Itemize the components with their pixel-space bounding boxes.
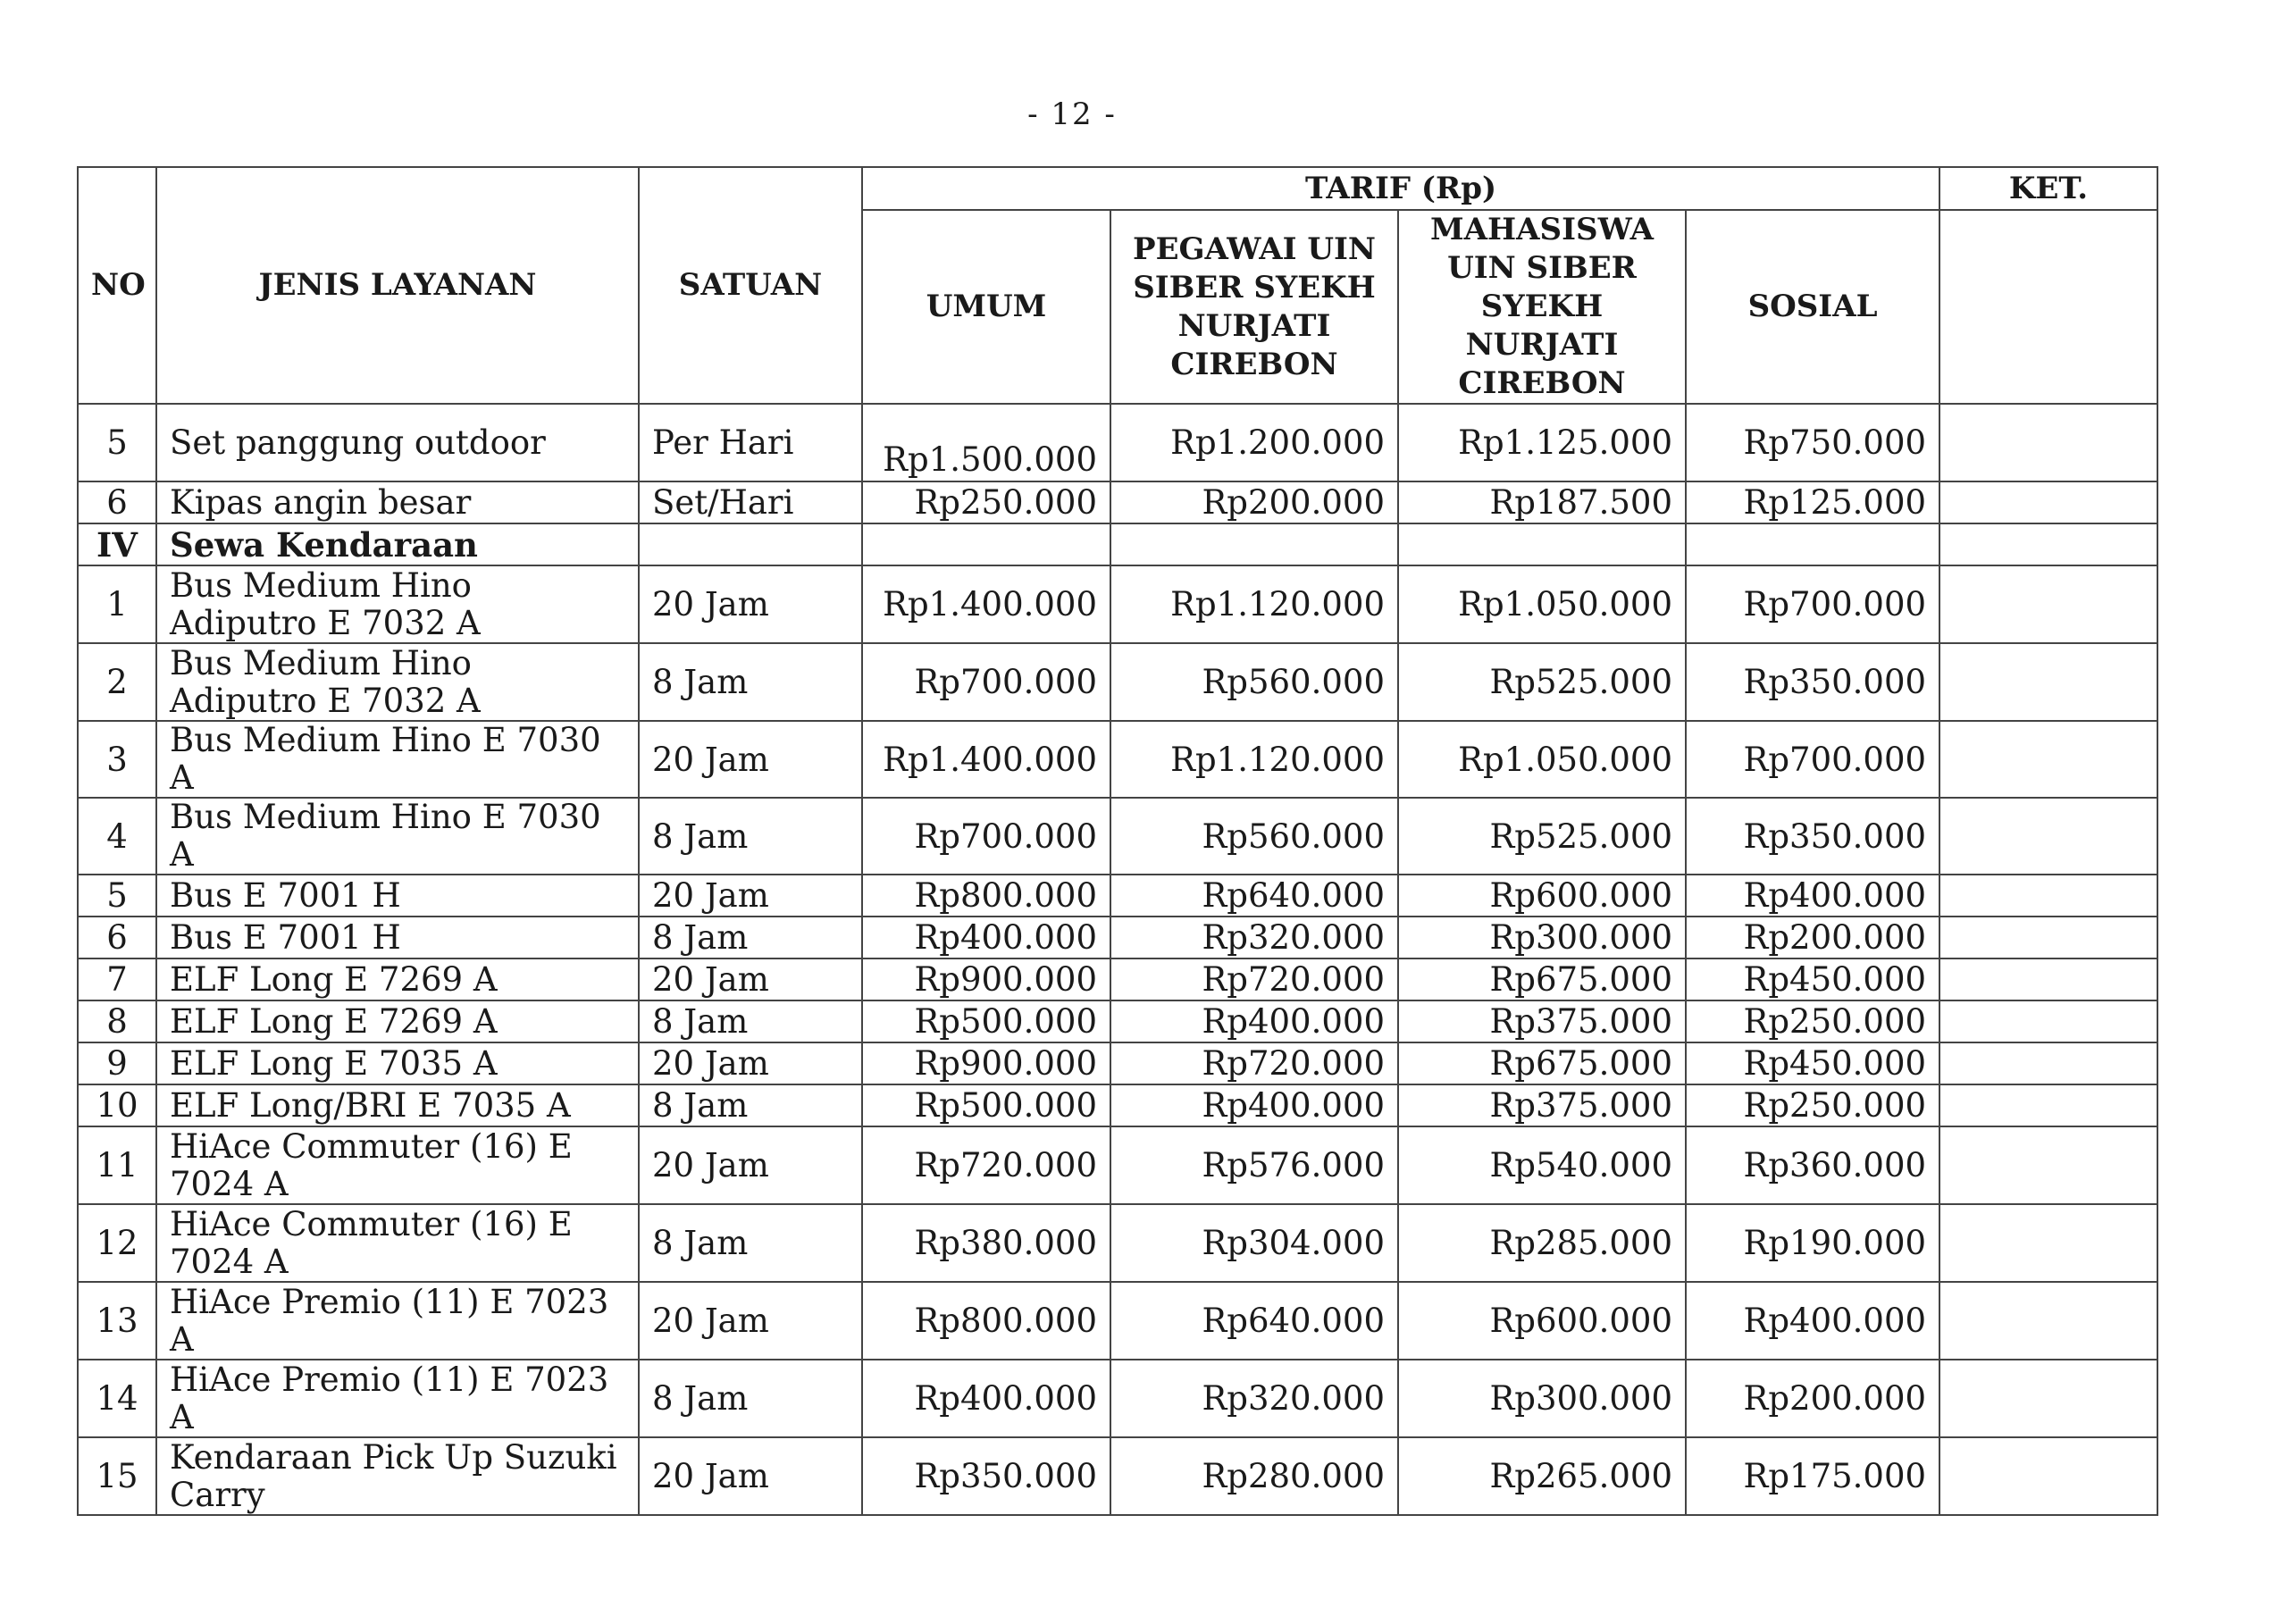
cell-ket (1939, 481, 2157, 523)
cell-jenis: HiAce Premio (11) E 7023 A (156, 1282, 639, 1360)
cell-mahasiswa: Rp300.000 (1398, 917, 1686, 958)
cell-sosial: Rp400.000 (1686, 875, 1939, 917)
cell-jenis: Kendaraan Pick Up Suzuki Carry (156, 1437, 639, 1515)
cell-sosial: Rp700.000 (1686, 721, 1939, 798)
cell-sosial (1686, 523, 1939, 565)
cell-ket (1939, 917, 2157, 958)
cell-no: 6 (78, 481, 156, 523)
cell-mahasiswa: Rp375.000 (1398, 1000, 1686, 1042)
cell-mahasiswa: Rp675.000 (1398, 1042, 1686, 1084)
table-header (78, 167, 2157, 404)
cell-no: 6 (78, 917, 156, 958)
table-row (78, 1360, 2157, 1437)
cell-ket (1939, 875, 2157, 917)
header-ket-blank (1939, 210, 2157, 404)
cell-pegawai: Rp320.000 (1110, 917, 1398, 958)
header-no: NO (78, 167, 156, 404)
table-row (78, 1042, 2157, 1084)
cell-mahasiswa: Rp375.000 (1398, 1084, 1686, 1126)
cell-no: 4 (78, 798, 156, 875)
table-row (78, 798, 2157, 875)
cell-umum: Rp400.000 (862, 1360, 1110, 1437)
cell-satuan: 8 Jam (639, 643, 862, 721)
cell-sosial: Rp250.000 (1686, 1000, 1939, 1042)
cell-no: 3 (78, 721, 156, 798)
page-number: - 12 - (1027, 96, 1117, 132)
cell-umum: Rp900.000 (862, 958, 1110, 1000)
cell-ket (1939, 1360, 2157, 1437)
cell-satuan: Set/Hari (639, 481, 862, 523)
cell-ket (1939, 1000, 2157, 1042)
table-row (78, 1126, 2157, 1204)
cell-sosial: Rp200.000 (1686, 917, 1939, 958)
cell-jenis: ELF Long E 7035 A (156, 1042, 639, 1084)
cell-sosial: Rp175.000 (1686, 1437, 1939, 1515)
cell-mahasiswa: Rp285.000 (1398, 1204, 1686, 1282)
cell-ket (1939, 1126, 2157, 1204)
cell-satuan: 20 Jam (639, 721, 862, 798)
header-mahasiswa: MAHASISWA UIN SIBER SYEKH NURJATI CIREBON (1398, 210, 1686, 404)
cell-no: 1 (78, 565, 156, 643)
cell-jenis: Bus E 7001 H (156, 875, 639, 917)
table-row (78, 1437, 2157, 1515)
cell-pegawai: Rp320.000 (1110, 1360, 1398, 1437)
cell-no: 15 (78, 1437, 156, 1515)
cell-satuan: 8 Jam (639, 1360, 862, 1437)
cell-no: 10 (78, 1084, 156, 1126)
table-row (78, 481, 2157, 523)
cell-pegawai: Rp720.000 (1110, 1042, 1398, 1084)
cell-ket (1939, 1437, 2157, 1515)
cell-no: 8 (78, 1000, 156, 1042)
cell-no: 5 (78, 404, 156, 481)
cell-jenis: Bus Medium Hino Adiputro E 7032 A (156, 565, 639, 643)
table-row (78, 917, 2157, 958)
cell-mahasiswa: Rp1.125.000 (1398, 404, 1686, 481)
cell-satuan: 8 Jam (639, 1084, 862, 1126)
table-row (78, 404, 2157, 481)
cell-umum: Rp1.400.000 (862, 565, 1110, 643)
cell-ket (1939, 1282, 2157, 1360)
cell-mahasiswa: Rp1.050.000 (1398, 565, 1686, 643)
cell-ket (1939, 798, 2157, 875)
cell-pegawai: Rp720.000 (1110, 958, 1398, 1000)
cell-mahasiswa: Rp1.050.000 (1398, 721, 1686, 798)
cell-mahasiswa: Rp540.000 (1398, 1126, 1686, 1204)
cell-umum: Rp350.000 (862, 1437, 1110, 1515)
table-row (78, 958, 2157, 1000)
cell-sosial: Rp400.000 (1686, 1282, 1939, 1360)
cell-umum: Rp1.400.000 (862, 721, 1110, 798)
cell-jenis: ELF Long E 7269 A (156, 958, 639, 1000)
cell-pegawai: Rp560.000 (1110, 798, 1398, 875)
cell-jenis: ELF Long E 7269 A (156, 1000, 639, 1042)
cell-no: IV (78, 523, 156, 565)
header-ket: KET. (1939, 167, 2157, 210)
cell-sosial: Rp200.000 (1686, 1360, 1939, 1437)
cell-sosial: Rp350.000 (1686, 798, 1939, 875)
cell-sosial: Rp450.000 (1686, 1042, 1939, 1084)
header-tarif: TARIF (Rp) (862, 167, 1939, 210)
cell-pegawai: Rp640.000 (1110, 875, 1398, 917)
cell-jenis: Bus Medium Hino E 7030 A (156, 721, 639, 798)
header-sosial: SOSIAL (1686, 210, 1939, 404)
cell-ket (1939, 523, 2157, 565)
cell-mahasiswa (1398, 523, 1686, 565)
cell-no: 13 (78, 1282, 156, 1360)
cell-umum: Rp700.000 (862, 798, 1110, 875)
cell-ket (1939, 643, 2157, 721)
cell-mahasiswa: Rp300.000 (1398, 1360, 1686, 1437)
table-row (78, 643, 2157, 721)
cell-umum: Rp720.000 (862, 1126, 1110, 1204)
header-pegawai: PEGAWAI UIN SIBER SYEKH NURJATI CIREBON (1110, 210, 1398, 404)
cell-umum: Rp400.000 (862, 917, 1110, 958)
cell-jenis: HiAce Premio (11) E 7023 A (156, 1360, 639, 1437)
cell-satuan (639, 523, 862, 565)
cell-no: 2 (78, 643, 156, 721)
cell-mahasiswa: Rp525.000 (1398, 798, 1686, 875)
cell-pegawai: Rp560.000 (1110, 643, 1398, 721)
cell-umum: Rp800.000 (862, 1282, 1110, 1360)
cell-satuan: 8 Jam (639, 1204, 862, 1282)
table-row (78, 1084, 2157, 1126)
cell-satuan: 20 Jam (639, 875, 862, 917)
cell-ket (1939, 1084, 2157, 1126)
cell-sosial: Rp450.000 (1686, 958, 1939, 1000)
cell-satuan: 8 Jam (639, 798, 862, 875)
cell-jenis: ELF Long/BRI E 7035 A (156, 1084, 639, 1126)
cell-pegawai: Rp1.120.000 (1110, 565, 1398, 643)
cell-mahasiswa: Rp187.500 (1398, 481, 1686, 523)
table-row (78, 565, 2157, 643)
cell-sosial: Rp750.000 (1686, 404, 1939, 481)
cell-jenis: Bus E 7001 H (156, 917, 639, 958)
table-row (78, 1282, 2157, 1360)
cell-umum: Rp500.000 (862, 1084, 1110, 1126)
cell-pegawai: Rp400.000 (1110, 1084, 1398, 1126)
table-row (78, 1204, 2157, 1282)
cell-no: 14 (78, 1360, 156, 1437)
cell-mahasiswa: Rp265.000 (1398, 1437, 1686, 1515)
cell-pegawai (1110, 523, 1398, 565)
cell-pegawai: Rp576.000 (1110, 1126, 1398, 1204)
cell-umum: Rp700.000 (862, 643, 1110, 721)
cell-umum: Rp500.000 (862, 1000, 1110, 1042)
cell-ket (1939, 1204, 2157, 1282)
cell-mahasiswa: Rp600.000 (1398, 1282, 1686, 1360)
cell-sosial: Rp350.000 (1686, 643, 1939, 721)
cell-ket (1939, 565, 2157, 643)
cell-umum: Rp1.500.000 (862, 404, 1110, 481)
cell-no: 11 (78, 1126, 156, 1204)
cell-jenis: HiAce Commuter (16) E 7024 A (156, 1126, 639, 1204)
cell-mahasiswa: Rp525.000 (1398, 643, 1686, 721)
cell-jenis: Sewa Kendaraan (156, 523, 639, 565)
cell-satuan: 20 Jam (639, 1042, 862, 1084)
cell-pegawai: Rp1.120.000 (1110, 721, 1398, 798)
cell-satuan: 8 Jam (639, 917, 862, 958)
cell-ket (1939, 1042, 2157, 1084)
table-row (78, 875, 2157, 917)
cell-satuan: 20 Jam (639, 958, 862, 1000)
cell-pegawai: Rp1.200.000 (1110, 404, 1398, 481)
cell-satuan: 20 Jam (639, 565, 862, 643)
table-row (78, 721, 2157, 798)
cell-ket (1939, 958, 2157, 1000)
cell-sosial: Rp700.000 (1686, 565, 1939, 643)
table-row (78, 523, 2157, 565)
cell-ket (1939, 721, 2157, 798)
cell-umum: Rp900.000 (862, 1042, 1110, 1084)
cell-jenis: Bus Medium Hino Adiputro E 7032 A (156, 643, 639, 721)
cell-jenis: Set panggung outdoor (156, 404, 639, 481)
header-satuan: SATUAN (639, 167, 862, 404)
cell-umum: Rp800.000 (862, 875, 1110, 917)
cell-sosial: Rp125.000 (1686, 481, 1939, 523)
cell-no: 12 (78, 1204, 156, 1282)
cell-sosial: Rp250.000 (1686, 1084, 1939, 1126)
tariff-table (77, 166, 2158, 1516)
cell-umum (862, 523, 1110, 565)
cell-no: 9 (78, 1042, 156, 1084)
header-umum: UMUM (862, 210, 1110, 404)
cell-mahasiswa: Rp675.000 (1398, 958, 1686, 1000)
cell-umum: Rp250.000 (862, 481, 1110, 523)
cell-no: 5 (78, 875, 156, 917)
cell-satuan: Per Hari (639, 404, 862, 481)
cell-jenis: Kipas angin besar (156, 481, 639, 523)
cell-mahasiswa: Rp600.000 (1398, 875, 1686, 917)
cell-ket (1939, 404, 2157, 481)
cell-jenis: HiAce Commuter (16) E 7024 A (156, 1204, 639, 1282)
cell-sosial: Rp360.000 (1686, 1126, 1939, 1204)
cell-pegawai: Rp400.000 (1110, 1000, 1398, 1042)
cell-pegawai: Rp280.000 (1110, 1437, 1398, 1515)
table-row (78, 1000, 2157, 1042)
cell-umum: Rp380.000 (862, 1204, 1110, 1282)
cell-sosial: Rp190.000 (1686, 1204, 1939, 1282)
cell-satuan: 8 Jam (639, 1000, 862, 1042)
header-jenis-layanan: JENIS LAYANAN (156, 167, 639, 404)
cell-satuan: 20 Jam (639, 1126, 862, 1204)
cell-pegawai: Rp640.000 (1110, 1282, 1398, 1360)
cell-no: 7 (78, 958, 156, 1000)
cell-pegawai: Rp200.000 (1110, 481, 1398, 523)
cell-satuan: 20 Jam (639, 1282, 862, 1360)
cell-satuan: 20 Jam (639, 1437, 862, 1515)
cell-pegawai: Rp304.000 (1110, 1204, 1398, 1282)
table-body (78, 404, 2157, 1515)
cell-jenis: Bus Medium Hino E 7030 A (156, 798, 639, 875)
